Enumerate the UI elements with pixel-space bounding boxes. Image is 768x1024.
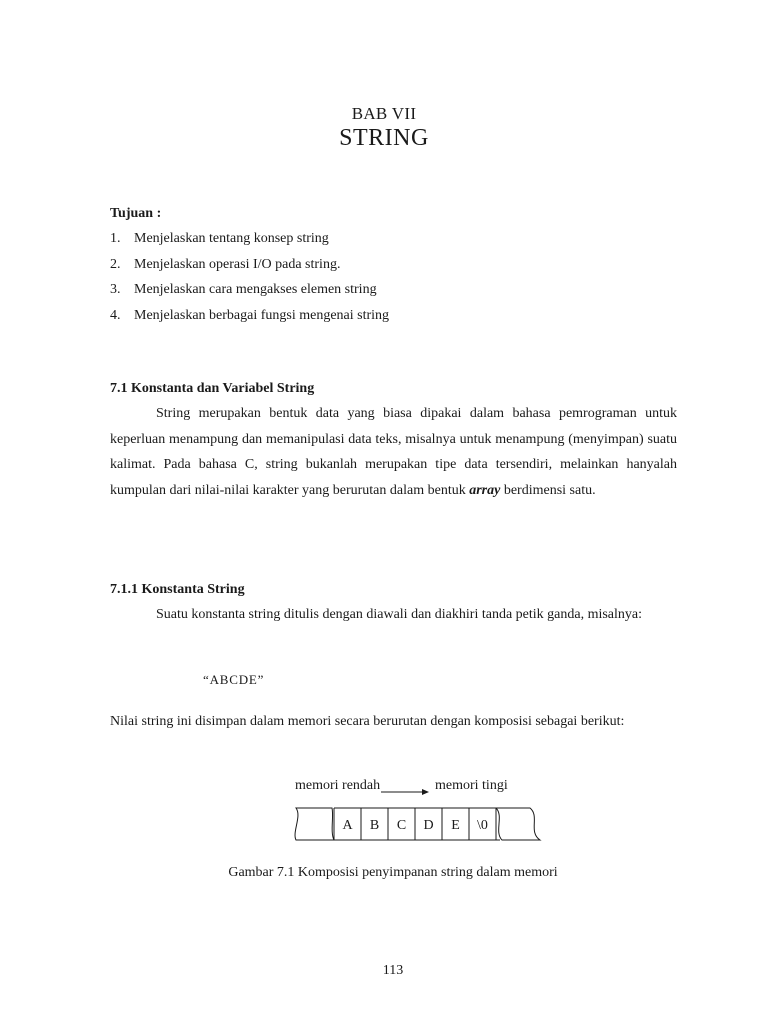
memory-cell: E (451, 818, 460, 833)
memory-cell: A (342, 818, 353, 833)
goal-text: Menjelaskan tentang konsep string (134, 231, 329, 247)
figure-caption: Gambar 7.1 Komposisi penyimpanan string dalam memori (228, 865, 558, 880)
goal-number: 4. (110, 307, 121, 323)
goal-text: Menjelaskan operasi I/O pada string. (134, 256, 341, 272)
memory-cell: C (396, 818, 407, 833)
paragraph-text: String merupakan bentuk data yang biasa dipakai dalam bahasa pemrograman untuk keperluan menampung dan memanipulasi data teks, misalnya untuk menampung (menyimpan) suatu kalimat. Pada bahasa C, string bukanlah merupakan tipe data tersendiri, melainkan hanyalah kumpulan dari nilai-nilai karakter yang berurutan dalam bentuk (110, 406, 677, 498)
goal-number: 3. (110, 282, 121, 298)
arrow-right-icon (380, 787, 430, 797)
section-heading: 7.1 Konstanta dan Variabel String (110, 381, 315, 396)
goal-item (110, 226, 677, 251)
memory-left-edge (295, 808, 334, 840)
memory-cell: B (369, 818, 380, 833)
goals-heading: Tujuan : (110, 206, 162, 221)
string-example: “ABCDE” (203, 672, 265, 687)
memory-cell: D (423, 818, 434, 833)
page-number: 113 (382, 963, 404, 978)
goal-item (110, 277, 677, 302)
memory-low-label: memori rendah (295, 778, 381, 793)
chapter-label: BAB VII (351, 104, 417, 123)
section-paragraph (110, 401, 677, 503)
section-heading: 7.1.1 Konstanta String (110, 582, 245, 597)
memory-diagram (290, 804, 550, 844)
goal-item (110, 252, 677, 277)
goal-text: Menjelaskan cara mengakses elemen string (134, 282, 377, 298)
storage-paragraph-block (110, 709, 677, 734)
memory-high-label: memori tingi (435, 778, 508, 793)
memory-cells (334, 808, 496, 840)
goals-section (110, 201, 677, 328)
memory-cell: \0 (477, 818, 488, 833)
goal-number: 1. (110, 231, 121, 247)
memory-right-edge (496, 808, 540, 840)
section-paragraph: Nilai string ini disimpan dalam memori secara berurutan dengan komposisi sebagai berikut: (110, 714, 625, 729)
chapter-title: STRING (339, 125, 429, 151)
emphasized-term: array (469, 482, 501, 498)
paragraph-text-end: berdimensi satu. (500, 482, 596, 498)
goal-item (110, 303, 677, 328)
memory-figure (290, 778, 550, 848)
section-7-1 (110, 376, 677, 503)
section-7-1-1 (110, 577, 677, 628)
goals-list (110, 226, 677, 328)
goal-text: Menjelaskan berbagai fungsi mengenai string (134, 307, 390, 323)
goal-number: 2. (110, 256, 121, 272)
section-paragraph: Suatu konstanta string ditulis dengan diawali dan diakhiri tanda petik ganda, misalnya: (156, 607, 643, 623)
